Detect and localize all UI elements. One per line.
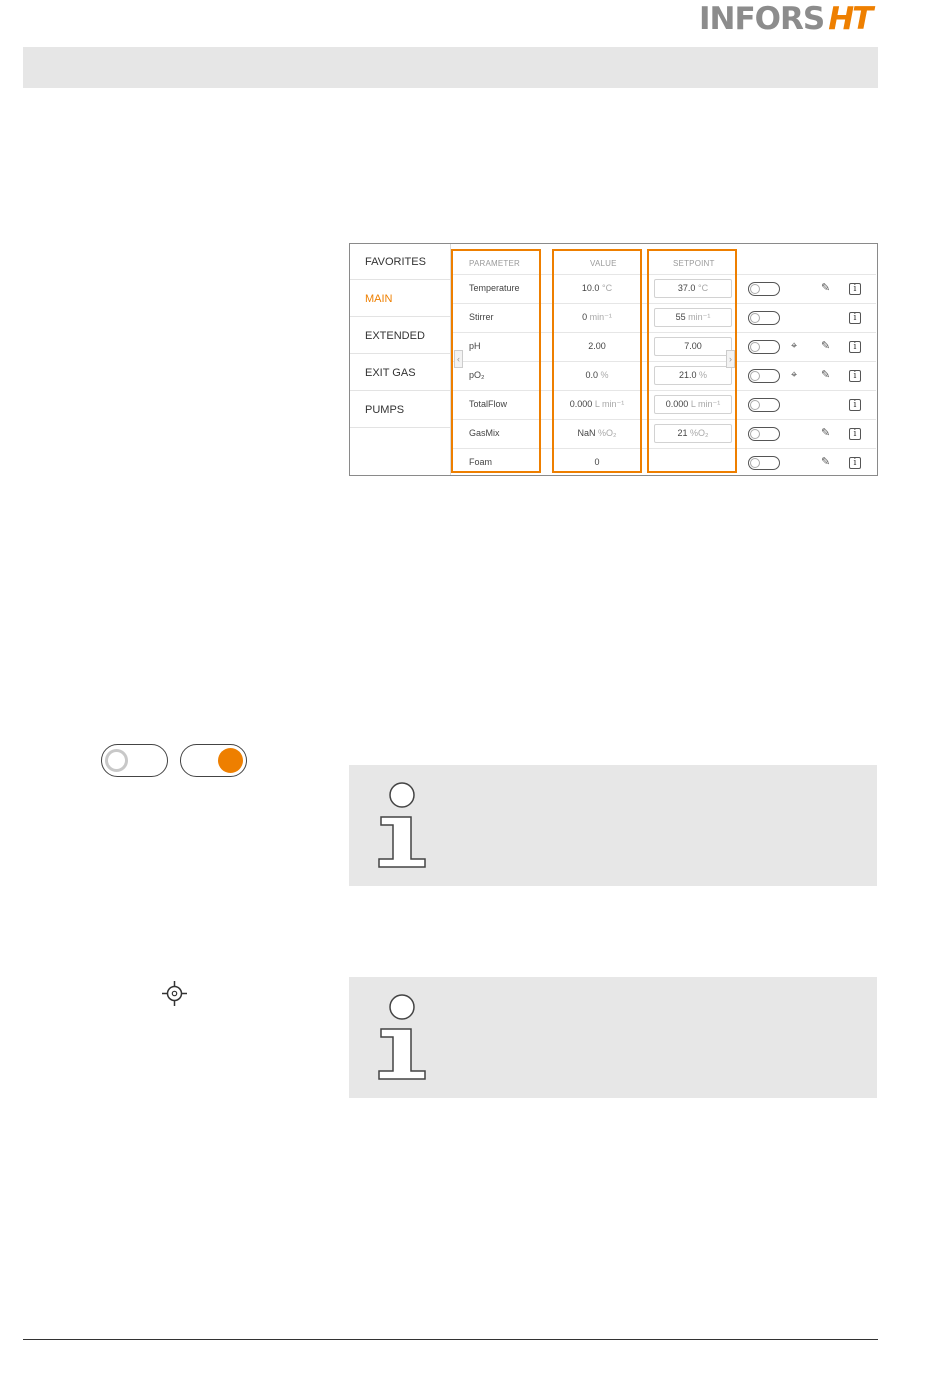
control-toggle[interactable] — [748, 282, 780, 296]
logo-mark: HT — [828, 1, 872, 37]
setpoint-number: 7.00 — [684, 341, 702, 351]
setpoint-unit: %O₂ — [690, 428, 709, 438]
info-icon[interactable]: i — [849, 283, 861, 295]
setpoint-number: 37.0 — [677, 283, 696, 293]
value-number: 2.00 — [588, 341, 606, 351]
control-toggle[interactable] — [748, 427, 780, 441]
crosshair-icon[interactable]: ⌖ — [791, 369, 798, 381]
menu-item-pumps[interactable]: PUMPS — [350, 392, 450, 428]
control-toggle[interactable] — [748, 456, 780, 470]
value-unit: min⁻¹ — [589, 312, 612, 322]
toggle-knob — [750, 313, 760, 323]
value-unit: % — [600, 370, 609, 380]
column-header-setpoint: SETPOINT — [673, 259, 715, 268]
value-number: NaN — [577, 428, 596, 438]
toggle-knob — [750, 429, 760, 439]
info-icon[interactable]: i — [849, 399, 861, 411]
control-toggle[interactable] — [748, 340, 780, 354]
parameter-column-highlight — [451, 249, 541, 473]
info-icon[interactable]: i — [849, 457, 861, 469]
pencil-icon[interactable]: ✎ — [821, 369, 831, 381]
pencil-icon[interactable]: ✎ — [821, 456, 831, 468]
side-menu — [350, 244, 451, 475]
toggle-on-example — [180, 744, 247, 777]
pencil-icon[interactable]: ✎ — [821, 427, 831, 439]
setpoint-number: 55 — [675, 312, 686, 322]
parameter-name: Foam — [469, 457, 493, 467]
value-number: 0 — [582, 312, 588, 322]
info-note-1 — [349, 765, 877, 886]
logo-text: INFORS — [699, 1, 825, 37]
parameter-name: Temperature — [469, 283, 520, 293]
menu-item-favorites[interactable]: FAVORITES — [350, 244, 450, 280]
info-icon[interactable]: i — [849, 428, 861, 440]
value-number: 0.0 — [585, 370, 598, 380]
control-toggle[interactable] — [748, 311, 780, 325]
setpoint-number: 0.000 — [665, 399, 689, 409]
info-icon[interactable]: i — [849, 312, 861, 324]
parameter-name: GasMix — [469, 428, 500, 438]
setpoint-unit: °C — [697, 283, 709, 293]
info-icon[interactable]: i — [849, 341, 861, 353]
toggle-knob — [750, 342, 760, 352]
value-number: 0.000 — [569, 399, 593, 409]
parameter-name: TotalFlow — [469, 399, 508, 409]
toggle-off-example — [101, 744, 168, 777]
info-icon[interactable]: i — [849, 370, 861, 382]
toggle-knob — [750, 400, 760, 410]
toggle-on-knob — [218, 748, 243, 773]
value-unit: %O₂ — [598, 428, 617, 438]
info-icon — [377, 991, 427, 1083]
value-unit: L min⁻¹ — [594, 399, 625, 409]
setpoint-unit: L min⁻¹ — [690, 399, 721, 409]
control-toggle[interactable] — [748, 398, 780, 412]
menu-item-main[interactable]: MAIN — [350, 281, 450, 317]
menu-item-extended[interactable]: EXTENDED — [350, 318, 450, 354]
info-icon — [377, 779, 427, 871]
value-number: 10.0 — [581, 283, 600, 293]
footer-rule — [23, 1339, 878, 1340]
info-note-2 — [349, 977, 877, 1098]
value-column-highlight — [552, 249, 642, 473]
control-toggle[interactable] — [748, 369, 780, 383]
parameter-name: Stirrer — [469, 312, 494, 322]
setpoint-number: 21.0 — [678, 370, 697, 380]
pencil-icon[interactable]: ✎ — [821, 282, 831, 294]
setpoint-number: 21 — [677, 428, 688, 438]
value-unit: °C — [601, 283, 613, 293]
pencil-icon[interactable]: ✎ — [821, 340, 831, 352]
setpoint-column-highlight — [647, 249, 737, 473]
crosshair-icon[interactable]: ⌖ — [791, 340, 798, 352]
scroll-right-arrow[interactable]: › — [726, 350, 735, 368]
menu-item-exit-gas[interactable]: EXIT GAS — [350, 355, 450, 391]
parameter-name: pH — [469, 341, 481, 351]
toggle-knob — [750, 458, 760, 468]
toggle-off-knob — [105, 749, 128, 772]
crosshair-icon — [161, 980, 188, 1007]
scroll-left-arrow[interactable]: ‹ — [454, 350, 463, 368]
toggle-knob — [750, 284, 760, 294]
column-header-parameter: PARAMETER — [469, 259, 520, 268]
value-number: 0 — [594, 457, 600, 467]
header-bar — [23, 47, 878, 88]
setpoint-unit: min⁻¹ — [688, 312, 711, 322]
parameter-screen — [349, 243, 878, 476]
parameter-name: pO₂ — [469, 370, 485, 380]
setpoint-unit: % — [699, 370, 708, 380]
column-header-value: VALUE — [590, 259, 617, 268]
toggle-knob — [750, 371, 760, 381]
infors-ht-logo — [699, 2, 871, 36]
